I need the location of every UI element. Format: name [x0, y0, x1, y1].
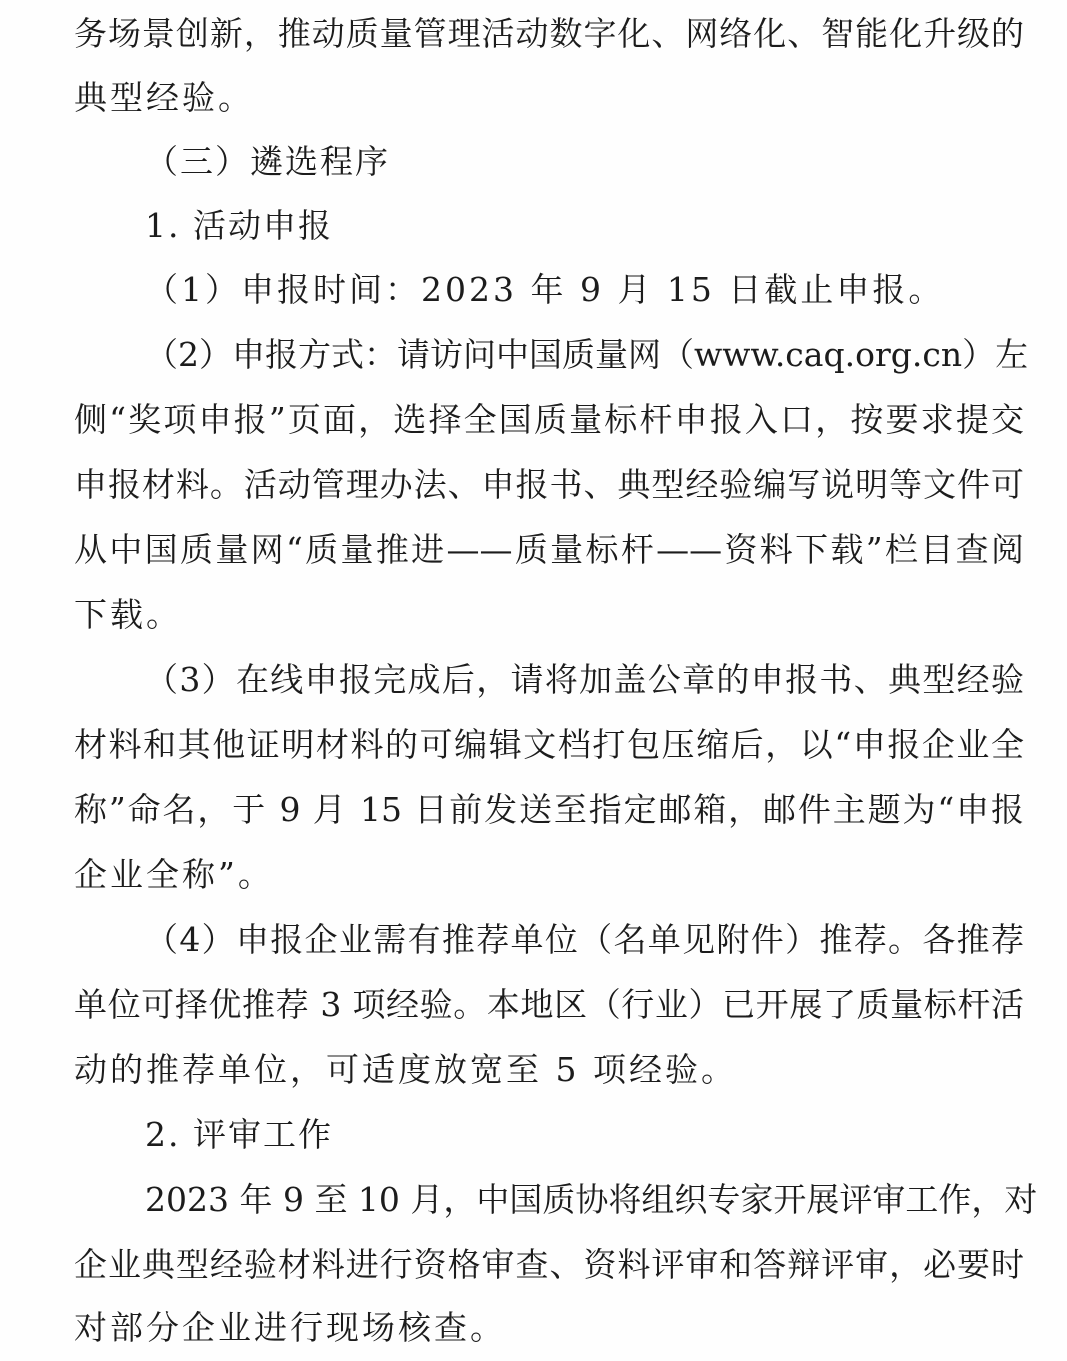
section-heading: （三）遴选程序: [145, 142, 390, 181]
paragraph-line: （4）申报企业需有推荐单位（名单见附件）推荐。各推荐: [145, 920, 1024, 959]
paragraph-line: 侧“奖项申报”页面，选择全国质量标杆申报入口，按要求提交: [74, 400, 1024, 439]
paragraph-line: 单位可择优推荐 3 项经验。本地区（行业）已开展了质量标杆活: [74, 985, 1024, 1024]
paragraph-line: （2）申报方式：请访问中国质量网（www.caq.org.cn）左: [145, 335, 1029, 374]
subsection-heading: 1. 活动申报: [145, 206, 333, 245]
paragraph-line: 从中国质量网“质量推进——质量标杆——资料下载”栏目查阅: [74, 530, 1024, 569]
paragraph-line: 对部分企业进行现场核查。: [74, 1308, 506, 1347]
paragraph-line: 企业典型经验材料进行资格审查、资料评审和答辩评审，必要时: [74, 1245, 1024, 1284]
subsection-heading: 2. 评审工作: [145, 1115, 333, 1154]
paragraph-line: 典型经验。: [74, 78, 254, 117]
paragraph-line: 2023 年 9 至 10 月，中国质协将组织专家开展评审工作，对: [145, 1180, 1038, 1219]
paragraph-line: 申报材料。活动管理办法、申报书、典型经验编写说明等文件可: [74, 465, 1024, 504]
paragraph-line: 称”命名，于 9 月 15 日前发送至指定邮箱，邮件主题为“申报: [74, 790, 1024, 829]
paragraph-line: 企业全称”。: [74, 855, 274, 894]
paragraph-line: （1）申报时间：2023 年 9 月 15 日截止申报。: [145, 270, 945, 309]
paragraph-line: 动的推荐单位，可适度放宽至 5 项经验。: [74, 1050, 737, 1089]
paragraph-line: （3）在线申报完成后，请将加盖公章的申报书、典型经验: [145, 660, 1024, 699]
paragraph-line: 务场景创新，推动质量管理活动数字化、网络化、智能化升级的: [74, 14, 1024, 53]
paragraph-line: 下载。: [74, 595, 182, 634]
paragraph-line: 材料和其他证明材料的可编辑文档打包压缩后，以“申报企业全: [74, 725, 1024, 764]
